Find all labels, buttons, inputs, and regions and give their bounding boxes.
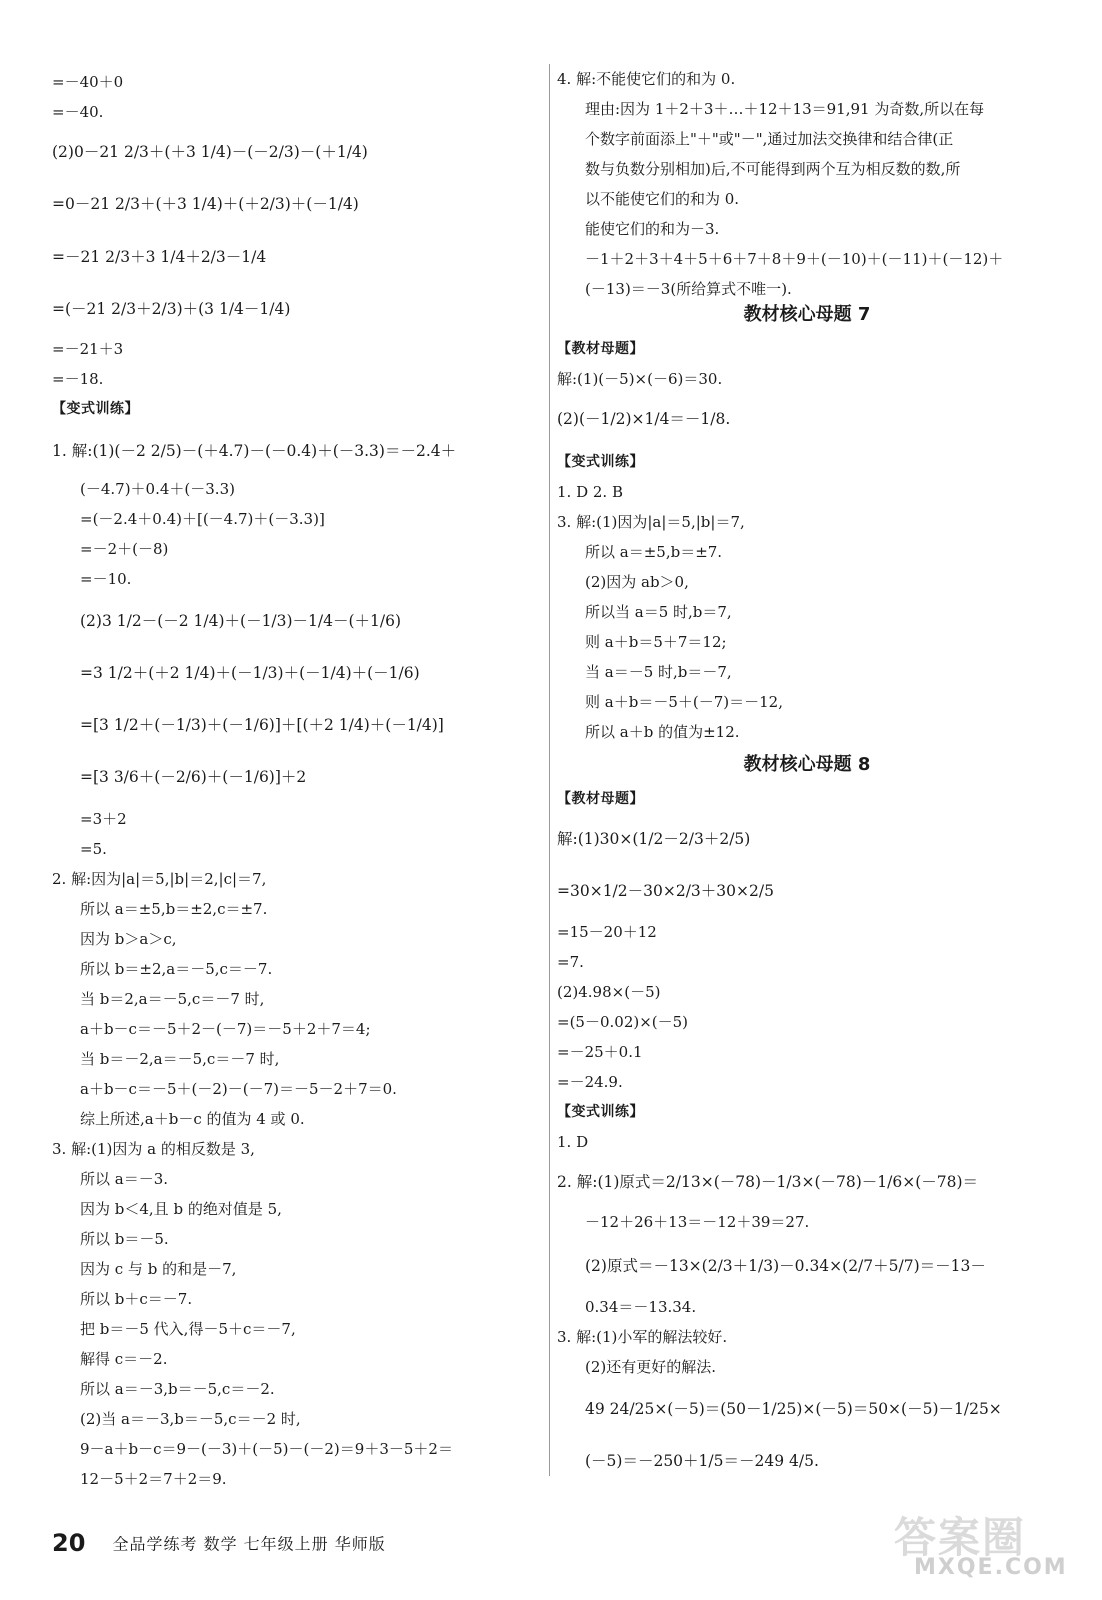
text-line: 所以 a＝±5,b＝±2,c＝±7. — [80, 900, 268, 918]
text-line: (2)还有更好的解法. — [585, 1358, 717, 1376]
text-line: 1. D — [557, 1133, 589, 1151]
text-line: －12＋26＋13＝－12＋39＝27. — [585, 1213, 810, 1231]
text-line: (2)因为 ab＞0, — [585, 573, 689, 591]
text-line: 则 a＋b＝－5＋(－7)＝－12, — [585, 693, 783, 711]
text-line: 0.34＝－13.34. — [585, 1298, 697, 1316]
text-line: 49 24/25×(－5)＝(50－1/25)×(－5)＝50×(－5)－1/25× — [585, 1400, 1002, 1418]
text-line: 所以 b＝－5. — [80, 1230, 169, 1248]
text-line: 1. D 2. B — [557, 483, 623, 501]
text-line: =(－2.4＋0.4)＋[(－4.7)＋(－3.3)] — [80, 510, 325, 528]
text-line: =30×1/2－30×2/3＋30×2/5 — [557, 882, 774, 900]
text-line: =－21＋3 — [52, 340, 124, 358]
text-line: 当 a＝－5 时,b＝－7, — [585, 663, 732, 681]
text-line: =3 1/2＋(＋2 1/4)＋(－1/3)＋(－1/4)＋(－1/6) — [80, 664, 420, 682]
text-line: 4. 解:不能使它们的和为 0. — [557, 70, 736, 88]
section-heading: 【教材母题】 — [557, 791, 644, 807]
text-line: 当 b＝2,a＝－5,c＝－7 时, — [80, 990, 265, 1008]
text-line: 把 b＝－5 代入,得－5＋c＝－7, — [80, 1320, 296, 1338]
watermark-url: MXQE.COM — [914, 1555, 1068, 1580]
text-line: 因为 b＜4,且 b 的绝对值是 5, — [80, 1200, 282, 1218]
text-line: 综上所述,a＋b－c 的值为 4 或 0. — [80, 1110, 305, 1128]
text-line: 9－a＋b－c＝9－(－3)＋(－5)－(－2)＝9＋3－5＋2＝ — [80, 1440, 453, 1458]
text-line: 3. 解:(1)小军的解法较好. — [557, 1328, 728, 1346]
text-line: =－21 2/3＋3 1/4＋2/3－1/4 — [52, 248, 267, 266]
text-line: =－40. — [52, 103, 104, 121]
text-line: =3＋2 — [80, 810, 127, 828]
section-heading: 【变式训练】 — [52, 401, 139, 417]
text-line: 理由:因为 1＋2＋3＋…＋12＋13＝91,91 为奇数,所以在每 — [585, 100, 985, 118]
text-line: 当 b＝－2,a＝－5,c＝－7 时, — [80, 1050, 280, 1068]
text-line: 因为 c 与 b 的和是－7, — [80, 1260, 237, 1278]
text-line: 2. 解:(1)原式＝2/13×(－78)－1/3×(－78)－1/6×(－78)＝ — [557, 1173, 979, 1191]
text-line: 3. 解:(1)因为|a|＝5,|b|＝7, — [557, 513, 745, 531]
text-line: =5. — [80, 840, 107, 858]
text-line: 数与负数分别相加)后,不可能得到两个互为相反数的数,所 — [585, 160, 961, 178]
text-line: =7. — [557, 953, 584, 971]
text-line: (2)4.98×(－5) — [557, 983, 661, 1001]
text-line: =[3 1/2＋(－1/3)＋(－1/6)]＋[(＋2 1/4)＋(－1/4)] — [80, 716, 444, 734]
page-number: 20 — [52, 1529, 86, 1557]
text-line: 所以 b＝±2,a＝－5,c＝－7. — [80, 960, 273, 978]
text-line: =(5－0.02)×(－5) — [557, 1013, 689, 1031]
text-line: =－2＋(－8) — [80, 540, 169, 558]
text-line: =15－20＋12 — [557, 923, 657, 941]
text-line: (2)当 a＝－3,b＝－5,c＝－2 时, — [80, 1410, 301, 1428]
column-divider — [549, 64, 550, 1476]
text-line: =－25＋0.1 — [557, 1043, 643, 1061]
book-info: 全品学练考 数学 七年级上册 华师版 — [112, 1534, 386, 1554]
text-line: a＋b－c＝－5＋(－2)－(－7)＝－5－2＋7＝0. — [80, 1080, 397, 1098]
text-line: 3. 解:(1)因为 a 的相反数是 3, — [52, 1140, 255, 1158]
watermark-text: 答案圈 — [894, 1513, 1027, 1562]
text-line: 以不能使它们的和为 0. — [585, 190, 740, 208]
text-line: 2. 解:因为|a|＝5,|b|＝2,|c|＝7, — [52, 870, 267, 888]
text-line: 个数字前面添上"＋"或"－",通过加法交换律和结合律(正 — [585, 130, 954, 148]
text-line: 因为 b＞a＞c, — [80, 930, 177, 948]
text-line: =－18. — [52, 370, 104, 388]
text-line: 能使它们的和为－3. — [585, 220, 720, 238]
section-heading: 【教材母题】 — [557, 341, 644, 357]
text-line: 解:(1)(－5)×(－6)＝30. — [557, 370, 723, 388]
section-title: 教材核心母题 7 — [743, 304, 871, 325]
text-line: 解得 c＝－2. — [80, 1350, 168, 1368]
text-line: =(－21 2/3＋2/3)＋(3 1/4－1/4) — [52, 300, 291, 318]
text-line: 所以 a＋b 的值为±12. — [585, 723, 740, 741]
text-line: 则 a＋b＝5＋7＝12; — [585, 633, 727, 651]
text-line: (2)0－21 2/3＋(＋3 1/4)－(－2/3)－(＋1/4) — [52, 143, 368, 161]
text-line: 所以当 a＝5 时,b＝7, — [585, 603, 732, 621]
text-line: 所以 a＝－3,b＝－5,c＝－2. — [80, 1380, 275, 1398]
section-title: 教材核心母题 8 — [743, 754, 871, 775]
text-line: －1＋2＋3＋4＋5＋6＋7＋8＋9＋(－10)＋(－11)＋(－12)＋ — [585, 250, 1004, 268]
text-line: (2)原式＝－13×(2/3＋1/3)－0.34×(2/7＋5/7)＝－13－ — [585, 1257, 986, 1275]
text-line: =[3 3/6＋(－2/6)＋(－1/6)]＋2 — [80, 768, 307, 786]
section-heading: 【变式训练】 — [557, 454, 644, 470]
text-line: (2)3 1/2－(－2 1/4)＋(－1/3)－1/4－(＋1/6) — [80, 612, 402, 630]
watermark-logo — [880, 1505, 1080, 1585]
text-line: 所以 b＋c＝－7. — [80, 1290, 193, 1308]
text-line: (－4.7)＋0.4＋(－3.3) — [80, 480, 235, 498]
text-line: =－24.9. — [557, 1073, 623, 1091]
text-line: 所以 a＝±5,b＝±7. — [585, 543, 723, 561]
text-line: (－5)＝－250＋1/5＝－249 4/5. — [585, 1452, 819, 1470]
text-line: =0－21 2/3＋(＋3 1/4)＋(＋2/3)＋(－1/4) — [52, 195, 359, 213]
text-line: (2)(－1/2)×1/4＝－1/8. — [557, 410, 731, 428]
text-line: a＋b－c＝－5＋2－(－7)＝－5＋2＋7＝4; — [80, 1020, 371, 1038]
text-line: =－40＋0 — [52, 73, 124, 91]
text-line: 12－5＋2＝7＋2＝9. — [80, 1470, 227, 1488]
section-heading: 【变式训练】 — [557, 1104, 644, 1120]
text-line: 解:(1)30×(1/2－2/3＋2/5) — [557, 830, 751, 848]
text-line: 所以 a＝－3. — [80, 1170, 169, 1188]
text-line: =－10. — [80, 570, 132, 588]
page-footer — [52, 1529, 386, 1557]
text-line: (－13)＝－3(所给算式不唯一). — [585, 280, 792, 298]
text-line: 1. 解:(1)(－2 2/5)－(＋4.7)－(－0.4)＋(－3.3)＝－2.4＋ — [52, 442, 457, 460]
